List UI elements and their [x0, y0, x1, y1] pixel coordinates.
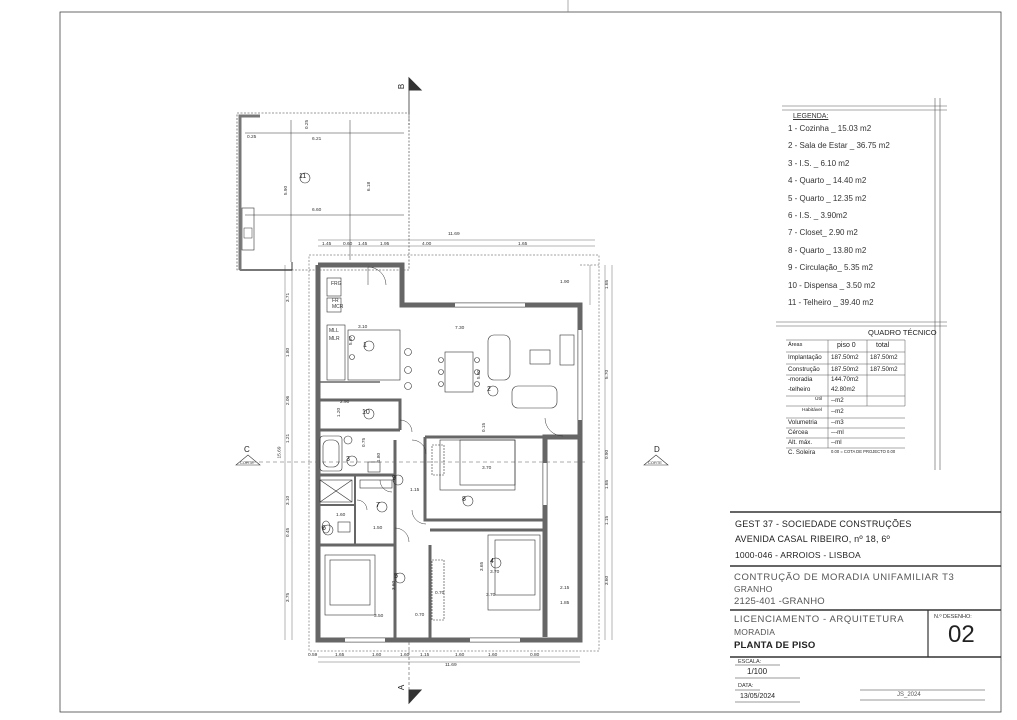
- quadro-cell: --m3: [831, 419, 844, 426]
- quadro-cell: Volumetria: [788, 419, 818, 426]
- dimension-label: 1.60: [336, 513, 346, 518]
- quadro-cell: -telheiro: [788, 386, 811, 393]
- quadro-cell: 144.70m2: [831, 376, 859, 383]
- dimension-label: 1.90: [560, 280, 570, 285]
- sheet-border: [60, 12, 1001, 712]
- dimension-label: 1.65: [605, 479, 611, 490]
- dimension-label: 0.45: [286, 527, 292, 538]
- section-mark-label: A: [397, 684, 407, 691]
- house-walls: [318, 265, 582, 642]
- dimension-label: 1.15: [410, 488, 420, 493]
- dimension-label: 0.70: [415, 613, 425, 618]
- quadro-cell: Útil: [815, 397, 822, 402]
- dimension-label: 2.06: [286, 395, 292, 406]
- legend-item: 4 - Quarto _ 14.40 m2: [788, 176, 867, 186]
- outer-wall: [318, 265, 580, 640]
- dimension-label: 4.00: [422, 242, 432, 247]
- dimension-label: 2.15: [560, 586, 570, 591]
- dimension-label: 0.70: [435, 591, 445, 596]
- drawing-number: 02: [948, 621, 975, 648]
- quadro-cell: C. Soleira: [788, 449, 816, 456]
- fixture-label: FRG: [331, 281, 342, 287]
- dimension-label: 0.25: [247, 135, 257, 140]
- room-number: 2: [487, 386, 491, 393]
- room-number: 3: [346, 456, 350, 463]
- dimension-label: 5.00: [477, 369, 483, 380]
- dimension-label: 1.65: [518, 242, 528, 247]
- fixture-label: MLL: [329, 328, 339, 334]
- dimension-label: 3.70: [490, 570, 500, 575]
- quadro-cell: Construção: [788, 366, 820, 373]
- date-value: 13/05/2024: [740, 693, 776, 700]
- dimension-label: 1.45: [358, 242, 368, 247]
- company-address-2: 1000-046 - ARROIOS - LISBOA: [735, 550, 861, 560]
- quadro-cell: 0.00 = COTA DE PROJECTO 0.00: [831, 449, 896, 454]
- dimension-label: 0.25: [305, 119, 311, 130]
- bathroom-6-fixtures: [320, 409, 403, 535]
- dimension-label: 1.65: [605, 279, 611, 290]
- dimension-label: 0.80: [530, 653, 540, 658]
- room-number: 6: [322, 525, 326, 532]
- legend-item: 2 - Sala de Estar _ 36.75 m2: [788, 141, 890, 151]
- room-number: 9: [392, 475, 396, 482]
- section-tag: CORTE: [240, 460, 254, 465]
- dimension-label: 1.80: [377, 452, 383, 463]
- dimension-label: 2.90: [340, 400, 350, 405]
- dimension-label: 1.85: [560, 601, 570, 606]
- project-title: CONTRUÇÃO DE MORADIA UNIFAMILIAR T3: [734, 572, 955, 583]
- dimension-label: 0.59: [308, 653, 318, 658]
- fixture-label: MLR: [329, 336, 340, 342]
- quadro-cell: 187.50m2: [831, 366, 859, 373]
- quadro-cell: --ml: [831, 439, 842, 446]
- room-number: 1: [363, 342, 367, 349]
- dimension-label: 5.90: [284, 185, 290, 196]
- quadro-cell: --m2: [831, 397, 844, 404]
- kitchen-fixtures: [327, 278, 412, 390]
- section-tag: CORTE: [648, 460, 662, 465]
- section-mark-label: B: [397, 83, 407, 90]
- dimension-label: 1.60: [488, 653, 498, 658]
- dimension-label: 1.21: [286, 433, 292, 444]
- date-label: DATA:: [738, 683, 754, 689]
- quadro-cell: Habitável: [802, 408, 822, 413]
- dimension-label: 0.15: [482, 422, 488, 433]
- doors: [357, 267, 563, 542]
- dimension-label: 7.30: [455, 326, 465, 331]
- dimension-label: 0.90: [605, 449, 611, 460]
- legend-item: 7 - Closet_ 2.90 m2: [788, 228, 858, 238]
- room-number: 11: [299, 173, 307, 180]
- dimension-label: 1.95: [380, 242, 390, 247]
- dimension-label: 0.60: [343, 242, 353, 247]
- dimension-label: 1.60: [372, 653, 382, 658]
- quadro-cell: Cércea: [788, 429, 808, 436]
- dimension-label: 3.70: [482, 466, 492, 471]
- section-mark-label: D: [654, 445, 660, 454]
- dimension-label: 3.65: [480, 561, 486, 572]
- drawing-title: PLANTA DE PISO: [734, 640, 816, 651]
- room-number: 10: [362, 409, 370, 416]
- company-name: GEST 37 - SOCIEDADE CONSTRUÇÕES: [735, 519, 912, 529]
- dimension-label: 1.65: [335, 653, 345, 658]
- dimension-label: 5.70: [605, 369, 611, 380]
- quadro-cell: ---ml: [831, 429, 844, 436]
- dimension-label: 6.60: [312, 208, 322, 213]
- author-code: JS_2024: [897, 692, 921, 698]
- dimension-label: 1.60: [455, 653, 465, 658]
- room-number: 7: [376, 502, 380, 509]
- scale-value: 1/100: [747, 667, 768, 676]
- quadro-header-cell: total: [876, 342, 890, 349]
- dimension-label: 0.75: [362, 437, 368, 448]
- dimension-label: 1.60: [400, 653, 410, 658]
- room-number: 8: [462, 496, 466, 503]
- scale-label: ESCALA:: [738, 659, 762, 665]
- legend-item: 5 - Quarto _ 12.35 m2: [788, 193, 867, 203]
- room-number: 4: [490, 558, 494, 565]
- dimension-label: 3.10: [358, 325, 368, 330]
- quadro-cell: 187.50m2: [870, 354, 898, 361]
- dimension-label: 11.69: [448, 232, 460, 237]
- phase-label: LICENCIAMENTO - ARQUITETURA: [734, 614, 905, 625]
- dimension-label: 6.21: [312, 137, 322, 142]
- subject-label: MORADIA: [734, 627, 776, 637]
- dimension-label: 1.15: [420, 653, 430, 658]
- room-number: 5: [394, 573, 398, 580]
- dimension-label: 1.50: [373, 526, 383, 531]
- legend-item: 3 - I.S. _ 6.10 m2: [788, 158, 850, 168]
- quadro-header-cell: piso 0: [837, 342, 856, 349]
- dimension-label: 1.20: [337, 407, 343, 418]
- section-mark-label: C: [244, 445, 250, 454]
- quadro-cell: -moradia: [788, 376, 813, 383]
- quadro-cell: Alt. máx.: [788, 439, 813, 446]
- dimension-label: 3.75: [286, 592, 292, 603]
- project-location: GRANHO: [734, 584, 773, 594]
- quadro-title: QUADRO TÉCNICO: [868, 328, 937, 337]
- bathroom-3-fixtures: [320, 436, 383, 472]
- project-postcode: 2125-401 -GRANHO: [734, 596, 825, 607]
- section-b-marker: [409, 78, 421, 125]
- dimension-label: 15.69: [277, 446, 283, 459]
- dimension-label: 3.50: [374, 614, 384, 619]
- dimension-label: 3.60: [392, 580, 398, 591]
- living-fixtures: [439, 335, 575, 408]
- dimension-label: 1.80: [286, 347, 292, 358]
- drawing-number-label: N.º DESENHO:: [934, 614, 972, 620]
- dimension-label: 5.07: [349, 335, 355, 346]
- legend-item: 11 - Telheiro _ 39.40 m2: [788, 298, 874, 307]
- dimension-label: 1.45: [322, 242, 332, 247]
- dimension-label: 3.70: [486, 593, 496, 598]
- quadro-cell: --m2: [831, 408, 844, 415]
- company-address-1: AVENIDA CASAL RIBEIRO, nº 18, 6º: [735, 534, 891, 544]
- quadro-cell: Implantação: [788, 354, 822, 361]
- dimension-label: 1.15: [605, 515, 611, 526]
- dimension-label: 3.60: [605, 575, 611, 586]
- dimension-label: 11.69: [445, 663, 457, 668]
- dimension-label: 3.10: [286, 495, 292, 506]
- plinth-outline: [309, 255, 599, 651]
- dimension-label: 6.18: [367, 181, 373, 192]
- section-a-marker: [409, 640, 421, 703]
- legend-item: 10 - Dispensa _ 3.50 m2: [788, 280, 876, 290]
- fixture-label: MCR: [332, 304, 344, 310]
- legend-title: LEGENDA:: [793, 113, 829, 120]
- legend-item: 8 - Quarto _ 13.80 m2: [788, 245, 867, 255]
- quadro-cell: 187.50m2: [870, 366, 898, 373]
- quadro-header-cell: Áreas: [788, 342, 803, 348]
- quadro-cell: 42.80m2: [831, 386, 856, 393]
- legend-item: 9 - Circulação_ 5.35 m2: [788, 263, 873, 273]
- dimension-label: 3.71: [286, 292, 292, 303]
- quadro-cell: 187.50m2: [831, 354, 859, 361]
- legend-item: 1 - Cozinha _ 15.03 m2: [788, 124, 872, 133]
- legend-item: 6 - I.S. _ 3.90m2: [788, 211, 848, 220]
- fixture-label: FR: [332, 298, 339, 304]
